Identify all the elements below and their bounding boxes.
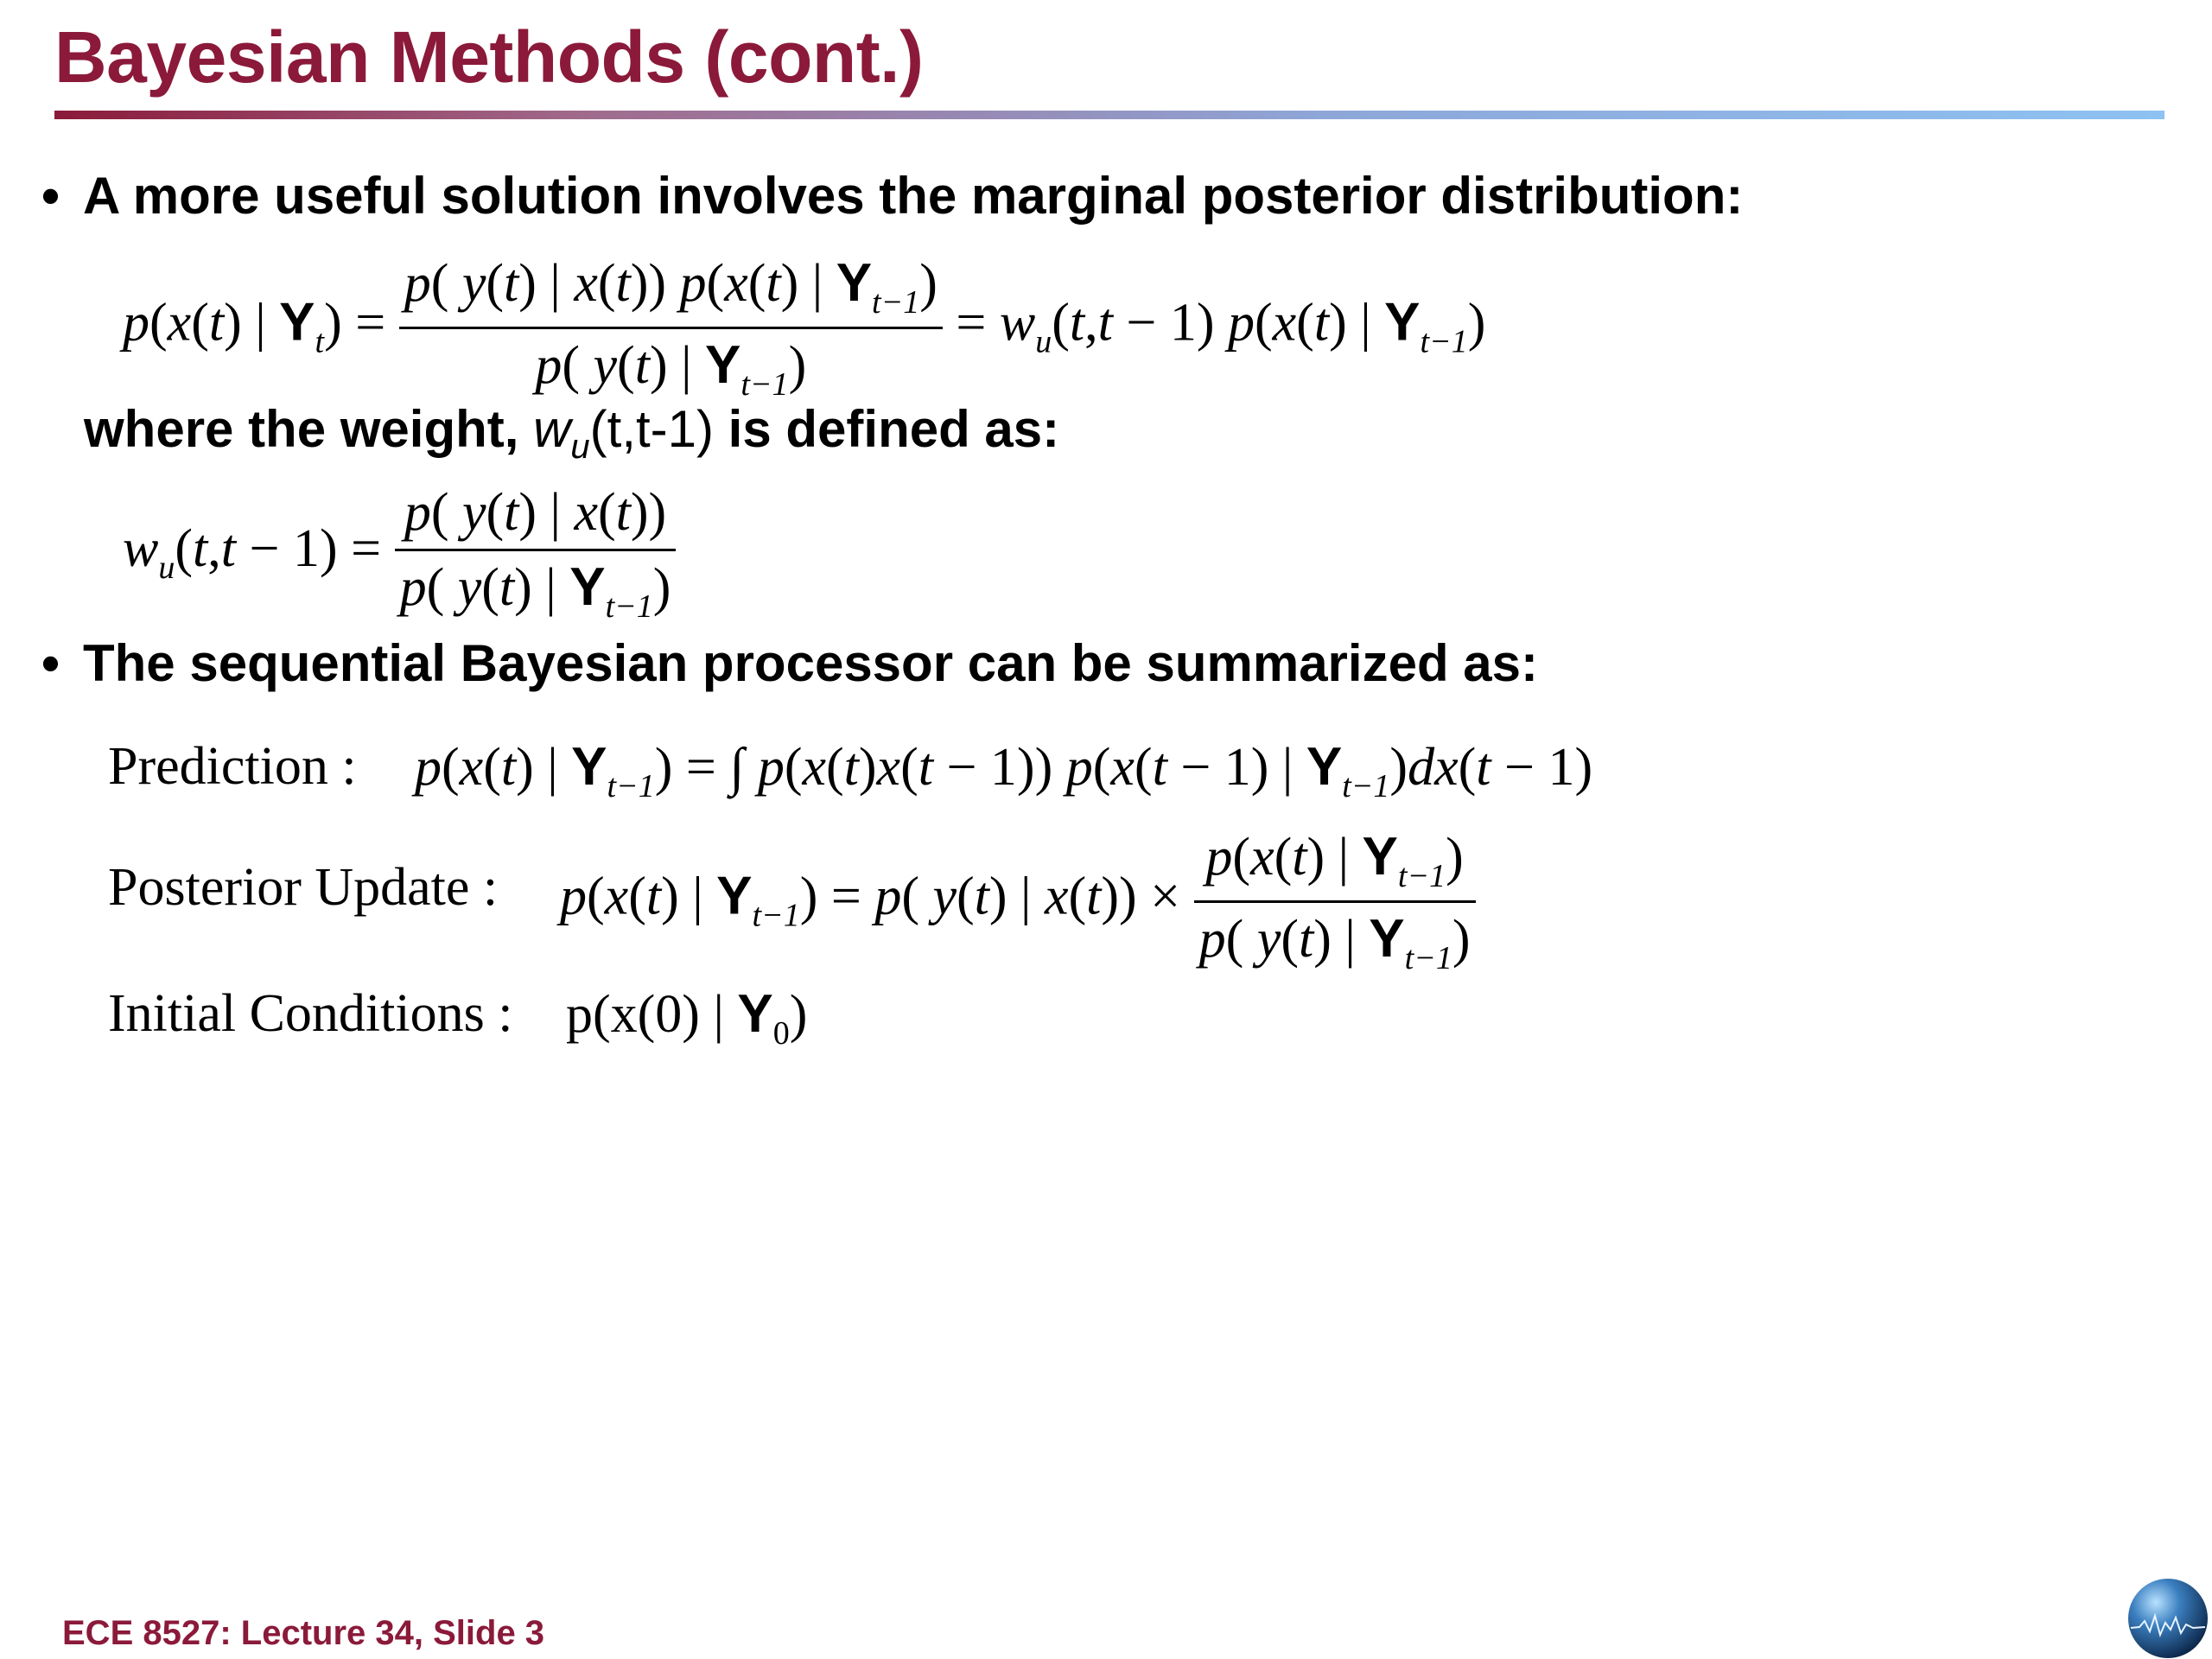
bullet-2-text: The sequential Bayesian processor can be summarized as: [83,634,1538,692]
weight-fraction: $\frac{p( y(t) | x(t))}{p( y(t) | Y_{t-1})}$ [395,482,677,626]
weight-definition-line: where the weight, $w_u(t,t-1)$ is defined as: [84,400,1060,466]
weight-equation: $w_u(t,t - 1)$ = $\frac{p( y(t) | x(t))}{p( y(t) | Y_{t-1})}$ [123,482,676,626]
update-fraction: $\frac{p(x(t) | Y_{t-1})}{p( y(t) | Y_{t-1})}$ [1194,826,1476,977]
slide-footer: ECE 8527: Lecture 34, Slide 3 [62,1614,545,1652]
prediction-label: Prediction : [108,737,357,796]
bullet-1 [41,166,1743,226]
bullet-marker: • [41,167,60,225]
posterior-update-label: Posterior Update : [108,858,499,917]
bullet-marker: • [41,634,60,692]
initial-conditions-label: Initial Conditions : [108,984,513,1043]
initial-conditions-equation: p(x(0) | $Y_0$) [566,984,808,1052]
prediction-equation: p(x(t) | $Y_{t-1}$) = ∫ p(x(t)x(t − 1)) p(x(t − 1) | $Y_{t-1})dx(t - 1)$ [415,737,1593,804]
bullet-2 [41,633,1538,693]
marginal-posterior-equation: p(x(t) | $Y_t$) = $\frac{p( y(t) | x(t)) p(x(t) | Y_{t-1})}{p( y(t) | Y_{t-1})}$ = $w_u(t,t - 1)$ p(x(t) | $Y_{t-1}$) [123,253,1486,403]
bullet-1-text: A more useful solution involves the marginal posterior distribution: [83,167,1744,225]
title-underline [54,111,2164,119]
slide-title: Bayesian Methods (cont.) [54,16,924,98]
posterior-update-equation: p(x(t) | $Y_{t-1}) = p$( y(t) | x(t)) × $\frac{p(x(t) | Y_{t-1})}{p( y(t) | Y_{t-1})}$ [560,826,1476,977]
globe-logo-icon [2127,1578,2209,1659]
posterior-fraction: $\frac{p( y(t) | x(t)) p(x(t) | Y_{t-1})}{p( y(t) | Y_{t-1})}$ [399,252,943,404]
